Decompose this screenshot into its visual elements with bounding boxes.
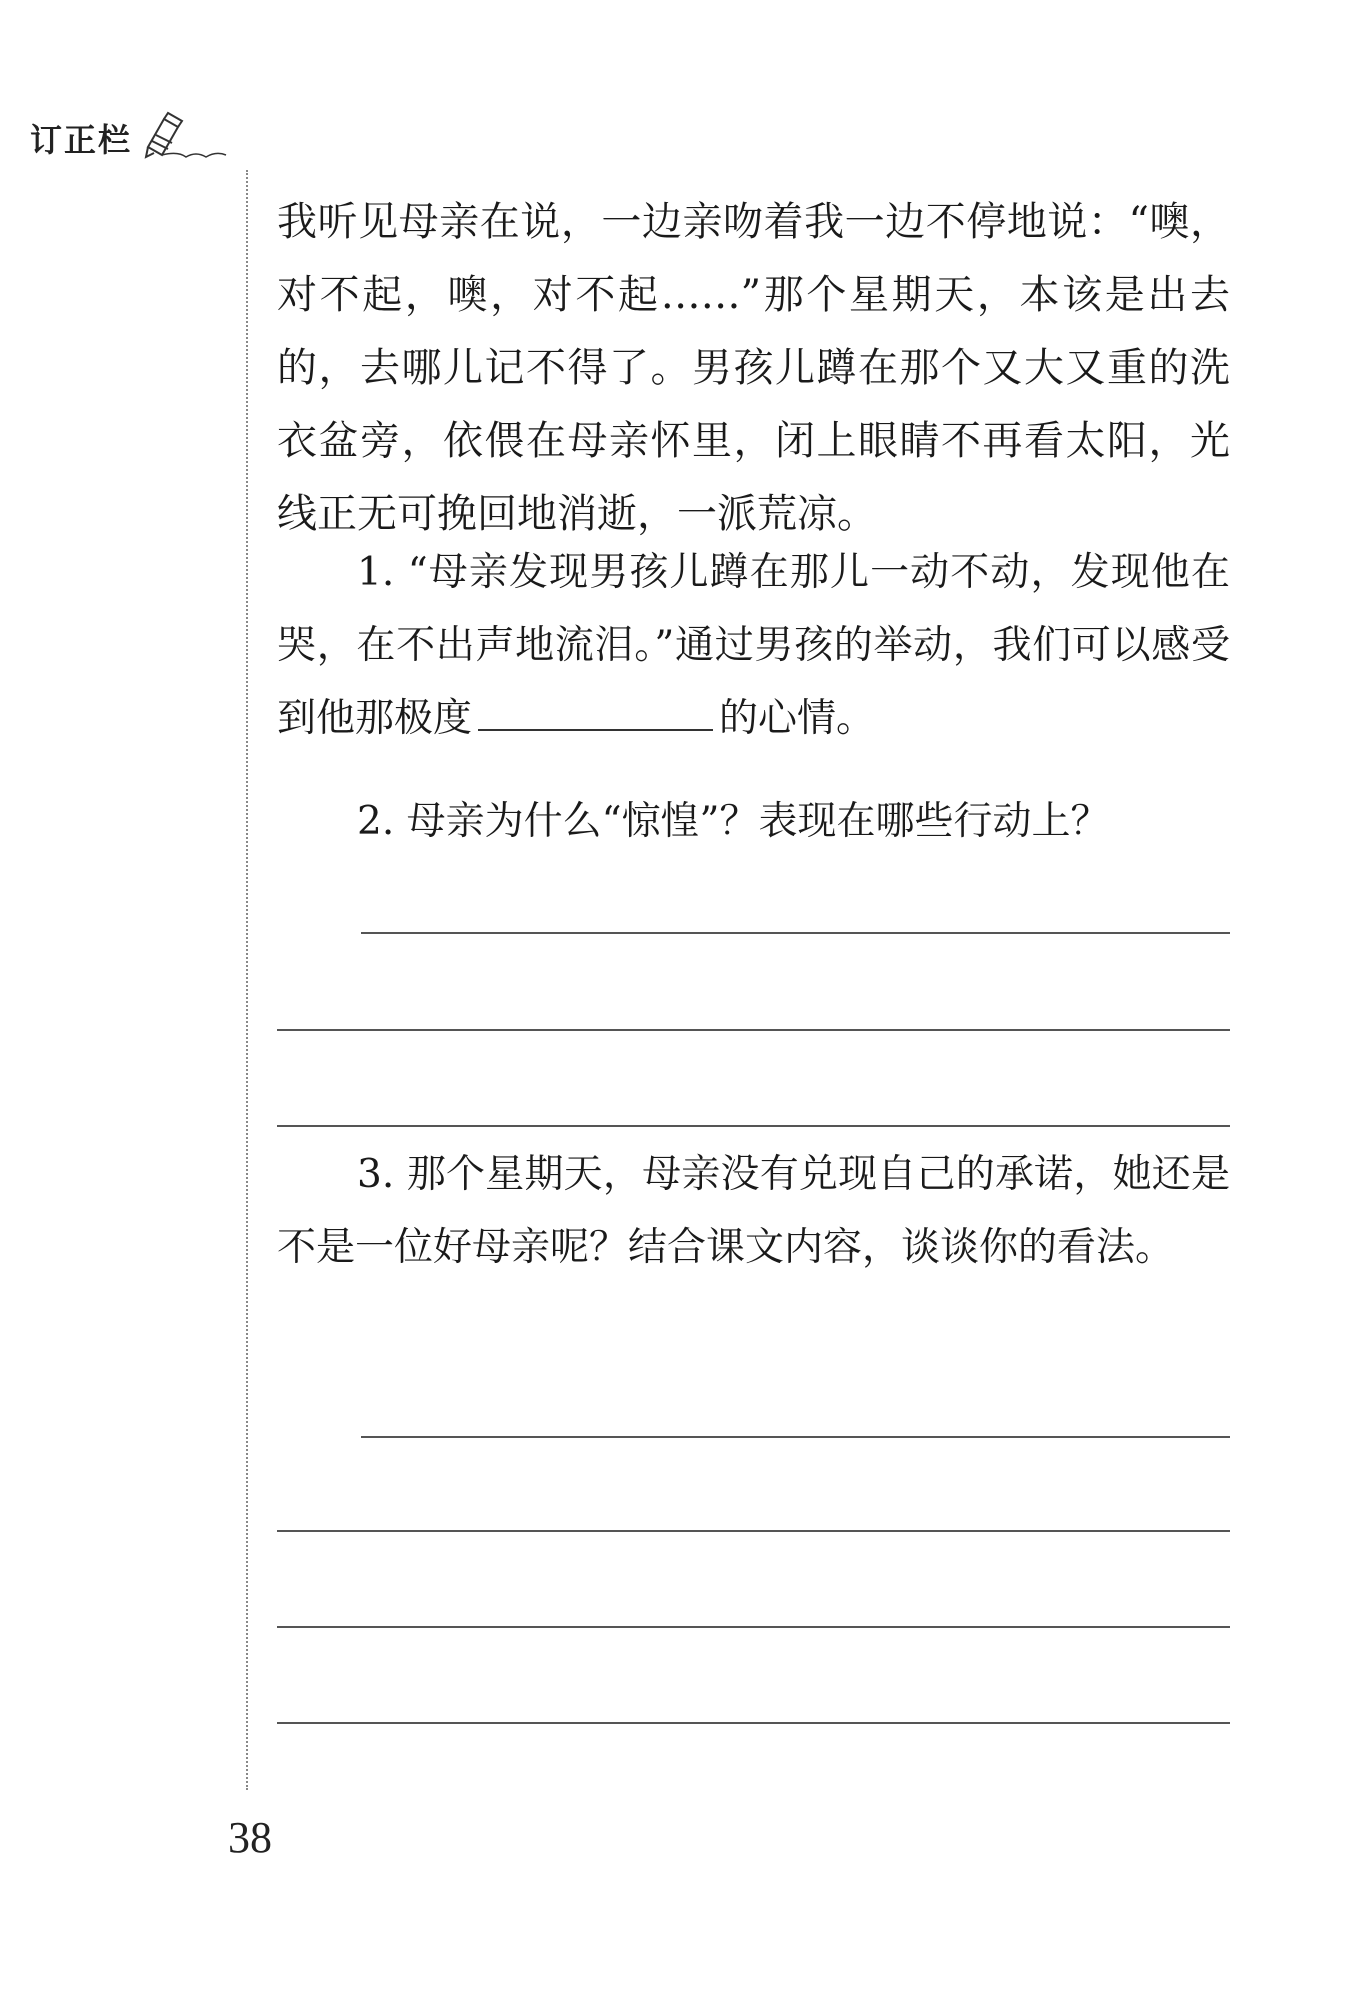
question-1-text-after: 的心情。 bbox=[719, 696, 876, 741]
answer-line[interactable] bbox=[277, 1530, 1230, 1532]
question-3-text: 3. 那个星期天，母亲没有兑现自己的承诺，她还是不是一位好母亲呢？结合课文内容，谈谈你的看法。 bbox=[277, 1152, 1230, 1270]
correction-column-title: 订正栏 bbox=[30, 121, 133, 159]
question-2 bbox=[277, 785, 1230, 858]
question-1 bbox=[277, 536, 1230, 755]
answer-line[interactable] bbox=[277, 1722, 1230, 1724]
correction-column-header bbox=[30, 108, 228, 168]
answer-line[interactable] bbox=[277, 1626, 1230, 1628]
reading-passage: 我听见母亲在说，一边亲吻着我一边不停地说：“噢，对不起，噢，对不起……”那个星期天，本该是出去的，去哪儿记不得了。男孩儿蹲在那个又大又重的洗衣盆旁，依偎在母亲怀里，闭上眼睛不再看太阳，光线正无可挽回地消逝，一派荒凉。 bbox=[277, 199, 1230, 537]
answer-line[interactable] bbox=[277, 1029, 1230, 1031]
page-number: 38 bbox=[228, 1813, 272, 1862]
pencil-icon bbox=[138, 111, 228, 165]
answer-line[interactable] bbox=[361, 1436, 1230, 1438]
question-1-text: 1. “母亲发现男孩儿蹲在那儿一动不动，发现他在哭，在不出声地流泪。”通过男孩的举动，我们可以感受到他那极度 bbox=[277, 550, 1230, 741]
margin-dotted-divider bbox=[246, 170, 248, 1790]
question-3 bbox=[277, 1138, 1230, 1284]
answer-line[interactable] bbox=[277, 1125, 1230, 1127]
question-2-text: 2. 母亲为什么“惊惶”？表现在哪些行动上？ bbox=[357, 799, 1110, 844]
answer-line[interactable] bbox=[361, 932, 1230, 934]
question-1-answer-blank[interactable] bbox=[478, 695, 713, 731]
